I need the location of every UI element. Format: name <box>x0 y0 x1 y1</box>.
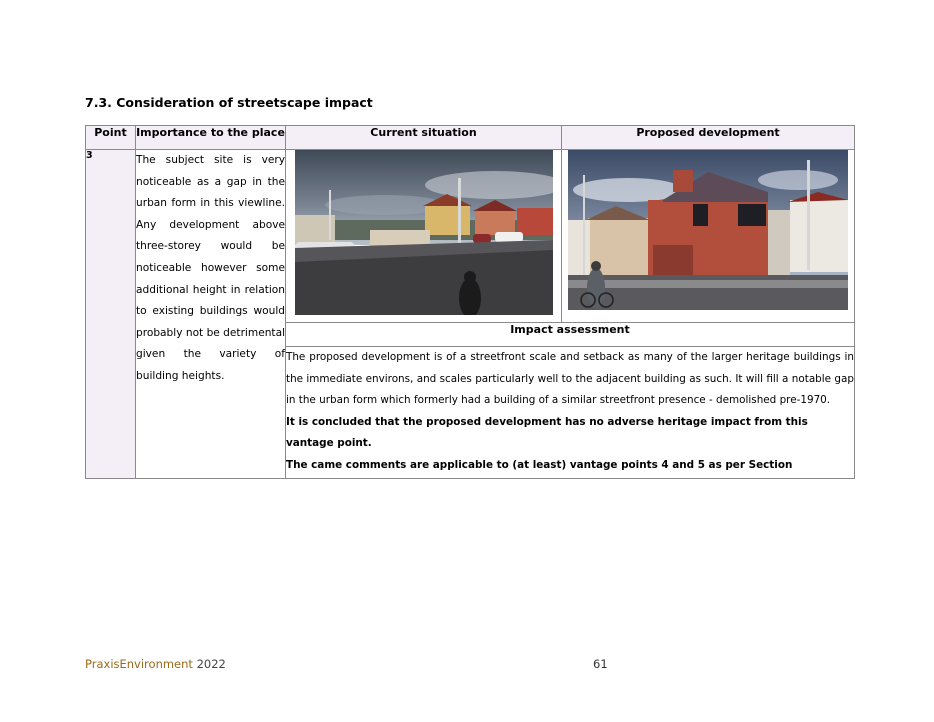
header-point: Point <box>86 126 136 150</box>
page-number: 61 <box>593 657 608 671</box>
impact-comments: The came comments are applicable to (at least) vantage points 4 and 5 as per Section <box>286 458 793 471</box>
impact-conclusion: It is concluded that the proposed development has no adverse heritage impact from this vantage point. <box>286 415 808 449</box>
current-situation-photo <box>295 150 553 315</box>
table-header-row <box>86 126 855 150</box>
impact-assessment-body <box>286 347 855 479</box>
footer-year: 2022 <box>196 657 226 671</box>
point-number: 3 <box>86 150 136 479</box>
footer-org-name: PraxisEnvironment <box>85 657 193 671</box>
proposed-development-render <box>568 150 848 310</box>
proposed-photo-cell <box>562 150 855 323</box>
section-heading: 7.3. Consideration of streetscape impact <box>85 95 373 110</box>
header-proposed-development: Proposed development <box>562 126 855 150</box>
footer-organisation <box>85 657 226 671</box>
header-importance: Importance to the place <box>136 126 286 150</box>
header-current-situation: Current situation <box>286 126 562 150</box>
current-photo-cell <box>286 150 562 323</box>
importance-text: The subject site is very noticeable as a gap in the urban form in this viewline. Any development above three-storey would be noticeable however some additional height in relation to existing buildings would probably not be detrimental given the variety of building heights. <box>136 154 286 382</box>
impact-text: The proposed development is of a streetfront scale and setback as many of the larger heritage buildings in the immediate environs, and scales particularly well to the adjacent building as such. It will fill a notable gap in the urban form which formerly had a building of a similar streetfront presence - demolished pre-1970. <box>286 351 854 406</box>
importance-cell <box>136 150 286 479</box>
impact-assessment-header: Impact assessment <box>286 323 855 347</box>
table-row <box>86 150 855 323</box>
assessment-table <box>85 125 855 479</box>
